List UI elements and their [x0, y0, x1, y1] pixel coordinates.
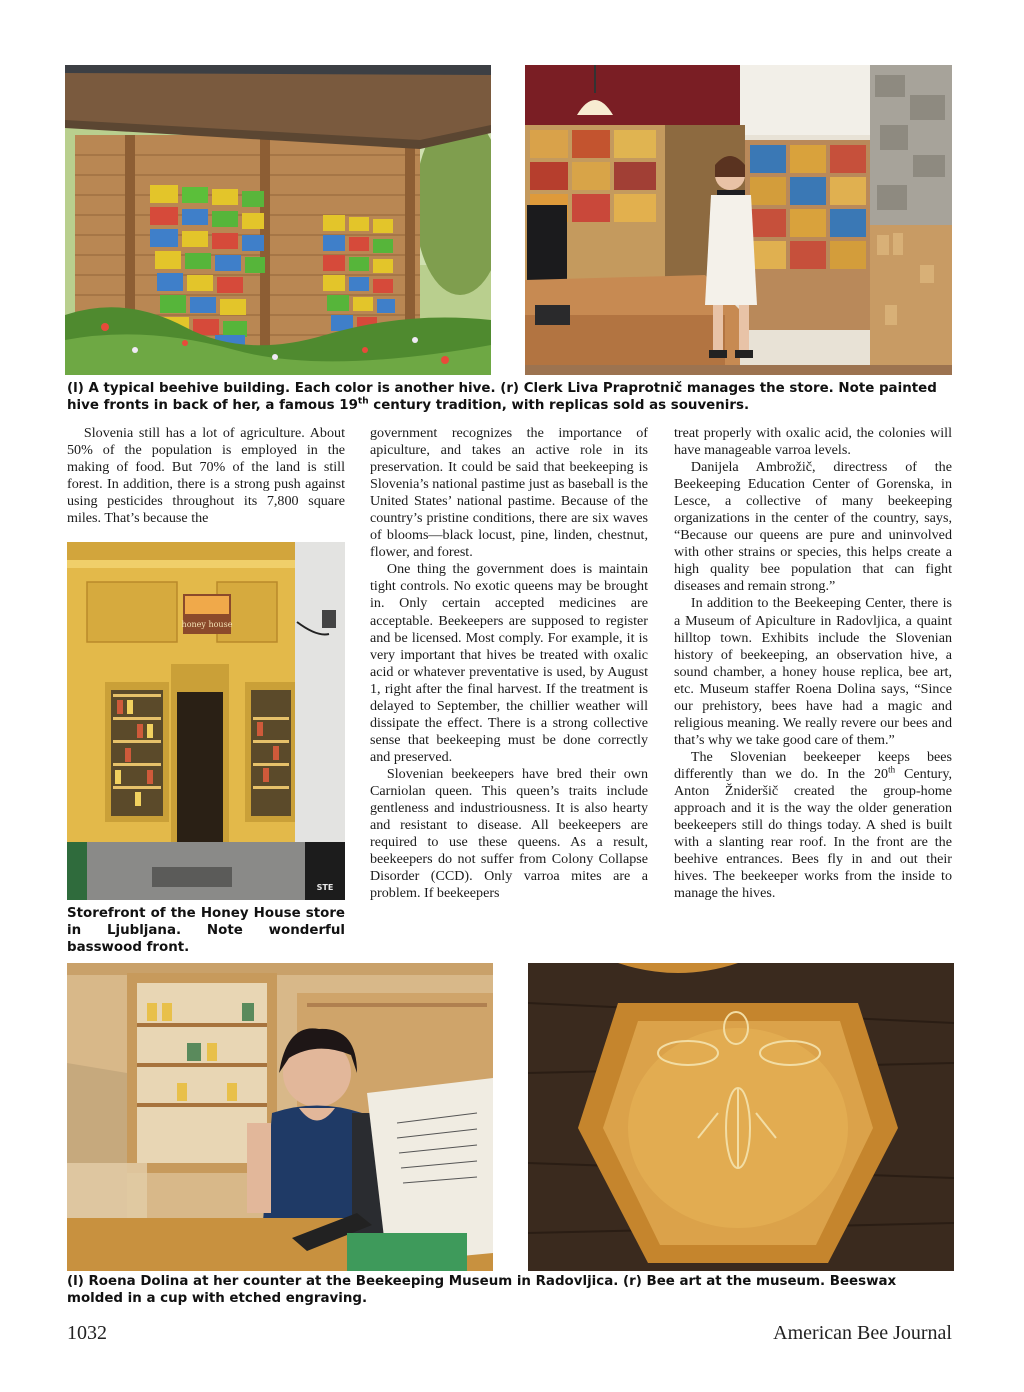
museum-counter-photo — [67, 963, 493, 1271]
storefront-photo — [67, 542, 345, 900]
top-caption-tail: century tradition, with replicas sold as souvenirs. — [368, 398, 750, 413]
col2-paragraph-3: Slovenian beekeepers have bred their own Carniolan queen. This queen’s traits include gentleness and industriousness. It is also hearty and resistant to disease. All beekeepers are required to use these queens. As a result, beekeepers do not suffer from Colony Collapse Disorder (CCD). Only varroa mites are a problem. If beekeepers — [370, 765, 648, 902]
shop-clerk-photo — [525, 65, 952, 375]
storefront-caption: Storefront of the Honey House store in Ljubljana. Note wonderful basswood front. — [67, 906, 345, 955]
publication-name: American Bee Journal — [773, 1322, 952, 1344]
page-number: 1032 — [67, 1322, 107, 1344]
beehive-building-photo — [65, 65, 491, 375]
top-caption-superscript: th — [357, 396, 369, 407]
top-caption-text: (l) A typical beehive building. Each color is another hive. (r) Clerk Liva Praprotnič manages the store. Note painted hive fronts in back of her, a famous 19 — [67, 381, 937, 413]
article-column-1 — [67, 425, 345, 527]
beeswax-art-photo — [528, 963, 954, 1271]
col3-paragraph-1: treat properly with oxalic acid, the colonies will have manageable varroa levels. — [674, 425, 952, 459]
top-photos-caption — [67, 380, 955, 414]
shop-door-mark-text: STE — [316, 883, 334, 892]
col1-paragraph: Slovenia still has a lot of agriculture. About 50% of the population is employed in the making of food. But 70% of the land is still forest. In addition, there is a strong push against using pesticides throughout its 7,800 square miles. That’s because the — [67, 425, 345, 527]
col3-paragraph-3: In addition to the Beekeeping Center, there is a Museum of Apiculture in Radovljica, a quaint hilltop town. Exhibits include the Slovenian history of beekeeping, an observation hive, a sound chamber, a honey house replica, bee art, etc. Museum staffer Roena Dolina says, “Since our prehistory, bees have had a magic and religious meaning. We really revere our bees and that’s why we take good care of them.” — [674, 595, 952, 748]
shop-sign-text: honey house — [181, 620, 233, 629]
col3-p4-before: The Slovenian beekeeper keeps bees differently than we do. In the 20 — [674, 748, 952, 782]
article-column-2 — [370, 425, 648, 902]
col2-paragraph-2: One thing the government does is maintain tight controls. No exotic queens may be brought in. Only certain accepted medicines are acceptable. Beekeepers are supposed to register and be licensed. Most comply. For example, it is very important that hives be treated with oxalic acid or whatever preventative is used, by August 1, right after the final harvest. If the treatment is delayed to September, the chillier weather will dissipate the effect. There is a strong collective sense that beekeeping must be done correctly and preserved. — [370, 561, 648, 765]
article-column-3 — [674, 425, 952, 902]
bottom-photos-caption: (l) Roena Dolina at her counter at the Beekeeping Museum in Radovljica. (r) Bee art at the museum. Beeswax molded in a cup with etched engraving. — [67, 1274, 897, 1306]
col2-paragraph-1: government recognizes the importance of apiculture, and takes an active role in its preservation. It could be said that beekeeping is Slovenia’s national pastime just as baseball is the United States’ national pastime. Because of the country’s pristine conditions, there are six waves of blooms—black locust, pine, linden, chestnut, flower, and forest. — [370, 425, 648, 561]
col3-paragraph-4 — [674, 749, 952, 902]
col3-paragraph-2: Danijela Ambrožič, directress of the Beekeeping Education Center of Gorenska, in Lesce, a collective of many beekeeping organizations in the center of the country, says, “Because our queens are pure and uninvolved with other strains or species, this helps create a high quality bee population that can fight diseases and remain strong.” — [674, 459, 952, 595]
col3-p4-after: Century, Anton Žnideršič created the group-home approach and it is the way the older generation beekeepers still do things today. A shed is built with a slanting rear roof. In the front are the beehive entrances. Bees fly in and out their hives. The beekeeper works from the inside to manage the hives. — [674, 765, 953, 902]
col3-p4-superscript: th — [888, 764, 896, 775]
